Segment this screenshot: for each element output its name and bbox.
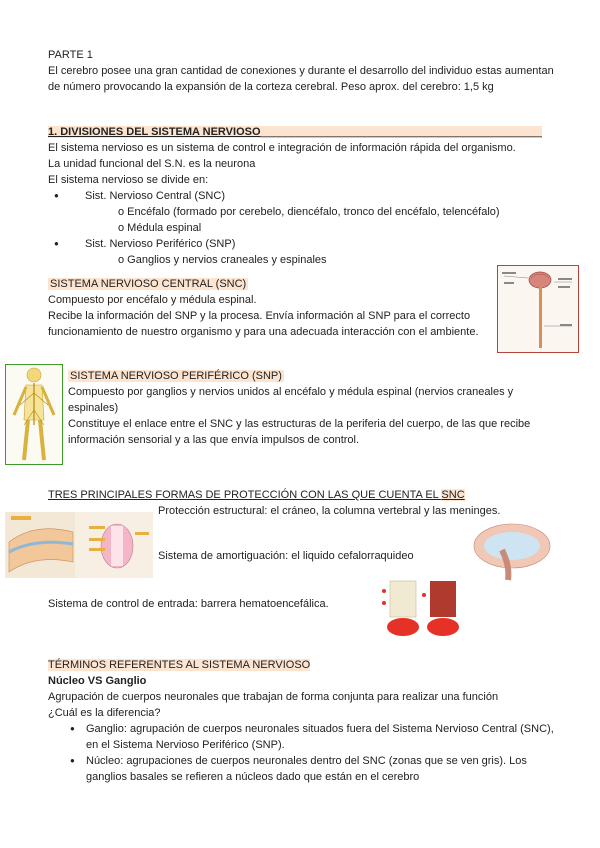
part-title: PARTE 1 bbox=[48, 49, 93, 61]
terms-paragraph-2: ¿Cuál es la diferencia? bbox=[48, 707, 161, 719]
protection-cushioning-text: Sistema de amortiguación: el liquido cefalorraquideo bbox=[158, 550, 414, 562]
snp-paragraph-1: Compuesto por ganglios y nervios unidos al encéfalo y médula espinal (nervios craneales y espinales) bbox=[68, 386, 514, 414]
divisions-heading: 1. DIVISIONES DEL SISTEMA NERVIOSO______________________________________________ bbox=[48, 126, 542, 138]
cns-figure bbox=[497, 265, 579, 353]
terms-item-nucleo: ● Núcleo: agrupaciones de cuerpos neuronales dentro del SNC (zonas que se ven gris). Los ganglios basales se refieren a núcleos dado que están en el cerebro bbox=[64, 753, 558, 785]
list-item-snp: ● Sist. Nervioso Periférico (SNP) bbox=[48, 236, 558, 252]
pns-figure bbox=[5, 364, 63, 465]
divisions-line-2: La unidad funcional del S.N. es la neurona bbox=[48, 158, 256, 170]
snp-section bbox=[68, 368, 558, 448]
protection-heading: TRES PRINCIPALES FORMAS DE PROTECCIÓN CON LAS QUE CUENTA EL SNC bbox=[48, 489, 465, 501]
csf-figure bbox=[468, 520, 554, 582]
snp-heading: SISTEMA NERVIOSO PERIFÉRICO (SNP) bbox=[70, 370, 282, 382]
terms-subheading: Núcleo VS Ganglio bbox=[48, 675, 147, 687]
skull-meninges-icon bbox=[5, 512, 153, 578]
bbb-figure bbox=[378, 575, 470, 641]
terms-item-ganglio: ● Ganglio: agrupación de cuerpos neuronales situados fuera del Sistema Nervioso Central (SNC), en el Sistema Nervioso Periférico (SNP). bbox=[64, 721, 558, 753]
brain-spinal-cord-icon bbox=[498, 266, 578, 352]
divisions-list-2 bbox=[48, 236, 558, 252]
list-item-snc: ● Sist. Nervioso Central (SNC) bbox=[48, 188, 558, 204]
intro-block bbox=[48, 47, 558, 95]
snp-paragraph-2: Constituye el enlace entre el SNC y las estructuras de la periferia del cuerpo, de las que recibe información sensorial y a las que envía impulsos de control. bbox=[68, 418, 531, 446]
protection-barrier-text: Sistema de control de entrada: barrera hematoencefálica. bbox=[48, 598, 329, 610]
snc-paragraph-1: Compuesto por encéfalo y médula espinal. bbox=[48, 294, 257, 306]
snc-section bbox=[48, 276, 488, 340]
terms-heading: TÉRMINOS REFERENTES AL SISTEMA NERVIOSO bbox=[48, 659, 311, 671]
snc-sub-2: o Médula espinal bbox=[118, 222, 202, 234]
body-nerves-icon bbox=[6, 365, 62, 464]
blood-vessel-icon bbox=[378, 575, 470, 641]
snc-paragraph-2: Recibe la información del SNP y la procesa. Envía información al SNP para el correcto funcionamiento de nuestro organismo y para una adecuada interacción con el ambiente. bbox=[48, 310, 479, 338]
snp-sub-1: o Ganglios y nervios craneales y espinales bbox=[118, 254, 327, 266]
divisions-line-3: El sistema nervioso se divide en: bbox=[48, 174, 209, 186]
protection-structural-figure bbox=[5, 512, 153, 578]
divisions-line-1: El sistema nervioso es un sistema de control e integración de información rápida del organismo. bbox=[48, 142, 516, 154]
terms-list bbox=[64, 721, 558, 785]
terms-paragraph-1: Agrupación de cuerpos neuronales que trabajan de forma conjunta para realizar una función bbox=[48, 691, 499, 703]
divisions-section bbox=[48, 124, 558, 268]
snc-heading: SISTEMA NERVIOSO CENTRAL (SNC) bbox=[50, 278, 247, 290]
intro-paragraph: El cerebro posee una gran cantidad de conexiones y durante el desarrollo del individuo estas aumentan de número provocando la expansión de la corteza cerebral. Peso aprox. del cerebro: 1,5 kg bbox=[48, 65, 554, 93]
snc-sub-1: o Encéfalo (formado por cerebelo, diencéfalo, tronco del encéfalo, telencéfalo) bbox=[118, 206, 500, 218]
brain-section-icon bbox=[468, 520, 554, 582]
terms-section bbox=[48, 657, 558, 785]
protection-structural-text: Protección estructural: el cráneo, la columna vertebral y las meninges. bbox=[158, 505, 501, 517]
divisions-list bbox=[48, 188, 558, 204]
